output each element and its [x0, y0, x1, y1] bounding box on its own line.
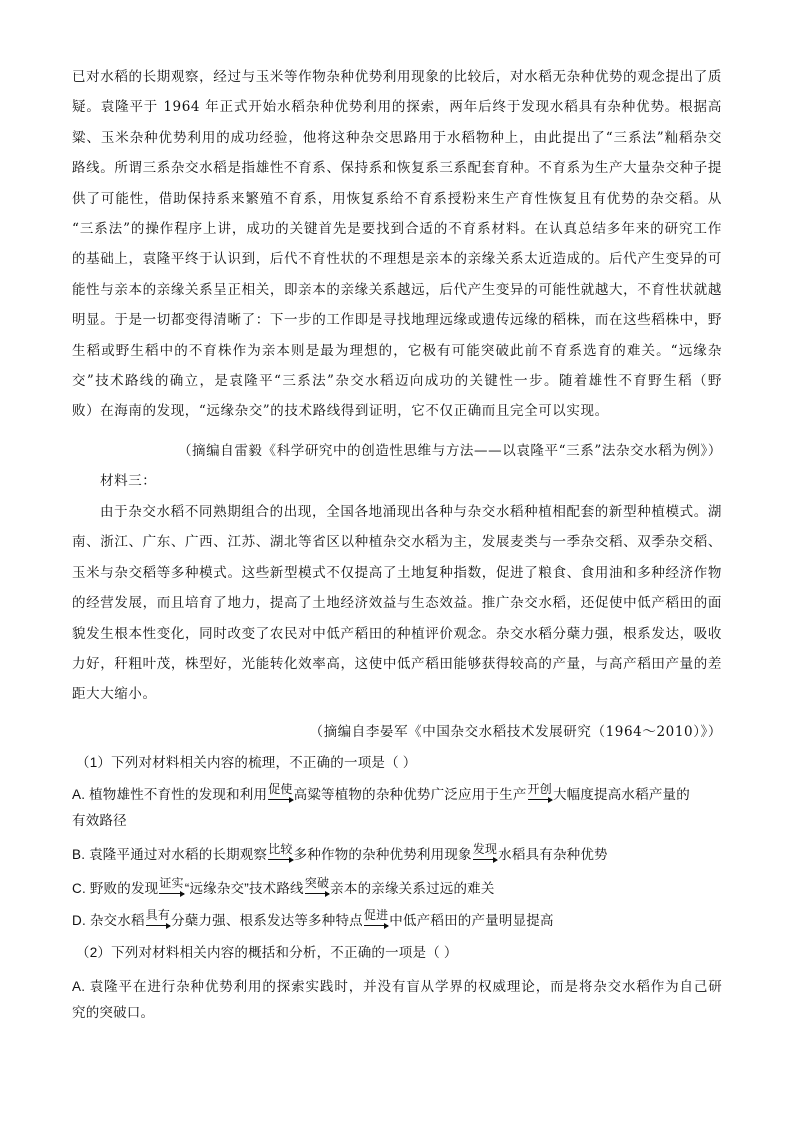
text-line: 能性与亲本的亲缘关系呈正相关，即亲本的亲缘关系越远，后代产生变异的可能性就越大，不育性状就越	[72, 281, 722, 298]
material-3-label	[72, 466, 722, 496]
option-b[interactable]	[72, 836, 722, 868]
text-line: 距大大缩小。	[72, 686, 157, 703]
option-text: D. 杂交水稻	[72, 913, 145, 929]
source-citation-2	[72, 436, 722, 466]
text-line: “三系法”的操作程序上讲，成功的关键首先是要找到合适的不育系材料。在认真总结多年来的研究工作	[72, 220, 722, 237]
citation-text: （摘编自李晏军《中国杂交水稻技术发展研究（1964～2010）》）	[309, 724, 722, 740]
option-c[interactable]	[72, 868, 722, 900]
annotation-arrow: 发现	[472, 842, 498, 857]
option-text: 高粱等植物的杂种优势广泛应用于生产	[293, 787, 527, 803]
option-text: B. 袁隆平通过对水稻的长期观察	[72, 847, 268, 863]
annotation-arrow: 突破	[304, 876, 330, 891]
text-line: 的基础上，袁隆平终于认识到，后代不育性状的不理想是亲本的亲缘关系太近造成的。后代产生变异的可	[72, 251, 722, 268]
text-line: 交”技术路线的确立，是袁隆平“三系法”杂交水稻迈向成功的关键性一步。随着雄性不育野生稻（野	[72, 372, 722, 389]
option-a[interactable]	[72, 778, 722, 808]
option-a[interactable]: A. 袁隆平在进行杂种优势利用的探索实践时，并没有盲从学界的权威理论，而是将杂交水稻作为自己研	[72, 979, 722, 995]
text-line: 粱、玉米杂种优势利用的成功经验，他将这种杂交思路用于水稻物种上，由此提出了“三系法”籼稻杂交	[72, 129, 722, 146]
text-line: 玉米与杂交稻等多种模式。这些新型模式不仅提高了土地复种指数，促进了粮食、食用油和多种经济作物	[72, 564, 722, 581]
option-text: 大幅度提高水稻产量的	[552, 787, 690, 803]
material-3-paragraph	[72, 497, 722, 710]
text-line: 生稻或野生稻中的不育株作为亲本则是最为理想的，它极有可能突破此前不育系选育的难关。“远缘杂	[72, 342, 722, 359]
text-line: 败）在海南的发现，“远缘杂交”的技术路线得到证明，它不仅正确而且完全可以实现。	[72, 403, 609, 420]
option-a-continued: 有效路径	[72, 813, 127, 829]
question-stem: （1）下列对材料相关内容的梳理，不正确的一项是（ ）	[76, 755, 417, 770]
text-line: 已对水稻的长期观察，经过与玉米等作物杂种优势利用现象的比较后，对水稻无杂种优势的观念提出了质	[72, 69, 722, 85]
section-label: 材料三：	[100, 473, 157, 489]
annotation-arrow: 开创	[527, 782, 552, 797]
citation-text: （摘编自雷毅《科学研究中的创造性思维与方法——以袁隆平“三系”法杂交水稻为例》）	[177, 443, 722, 459]
text-line: 的经营发展，而且培育了地力，提高了土地经济效益与生态效益。推广杂交水稻，还促使中低产稻田的面	[72, 595, 722, 612]
option-text: A. 植物雄性不育性的发现和利用	[72, 787, 268, 803]
text-line: 南、浙江、广东、广西、江苏、湖北等省区以种植杂交水稻为主，发展麦类与一季杂交稻、双季杂交稻、	[72, 534, 722, 551]
annotation-arrow: 比较	[268, 842, 293, 857]
option-text: 多种作物的杂种优势利用现象	[293, 847, 472, 863]
option-text: 分蘖力强、根系发达等多种特点	[171, 913, 363, 929]
question-1	[72, 748, 722, 932]
text-line: 力好，秆粗叶茂，株型好，光能转化效率高，这使中低产稻田能够获得较高的产量，与高产稻田产量的差	[72, 655, 722, 672]
text-line: 疑。袁隆平于 1964 年正式开始水稻杂种优势利用的探索，两年后终于发现水稻具有杂种优势。根据高	[72, 99, 722, 116]
option-a-continued: 究的突破口。	[72, 1005, 155, 1021]
text-line: 由于杂交水稻不同熟期组合的出现，全国各地涌现出各种与杂交水稻种植相配套的新型种植模式。湖	[100, 504, 722, 520]
option-d[interactable]	[72, 900, 722, 932]
annotation-arrow: 具有	[145, 908, 171, 923]
annotation-arrow: 证实	[159, 876, 184, 891]
option-text: 亲本的亲缘关系过远的难关	[330, 881, 495, 897]
source-citation-3	[72, 717, 722, 747]
text-line: 路线。所谓三系杂交水稻是指雄性不育系、保持系和恢复系三系配套育种。不育系为生产大量杂交种子提	[72, 160, 722, 177]
text-line: 供了可能性，借助保持系来繁殖不育系，用恢复系给不育系授粉来生产育性恢复且有优势的杂交稻。从	[72, 190, 722, 207]
option-text: 中低产稻田的产量明显提高	[389, 913, 554, 929]
text-line: 貌发生根本性变化，同时改变了农民对中低产稻田的种植评价观念。杂交水稻分蘖力强，根系发达，吸收	[72, 625, 722, 642]
question-stem: （2）下列对材料相关内容的概括和分析，不正确的一项是（ ）	[76, 945, 458, 960]
annotation-arrow: 促进	[363, 908, 389, 923]
option-text: “远缘杂交”技术路线	[184, 881, 304, 897]
material-2-paragraph	[72, 62, 722, 427]
annotation-arrow: 促使	[268, 782, 293, 797]
text-line: 明显。于是一切都变得清晰了：下一步的工作即是寻找地理远缘或遗传远缘的稻株，而在这些稻株中，野	[72, 312, 722, 329]
question-2	[72, 938, 722, 1028]
option-text: 水稻具有杂种优势	[498, 847, 608, 863]
option-text: C. 野败的发现	[72, 881, 159, 897]
